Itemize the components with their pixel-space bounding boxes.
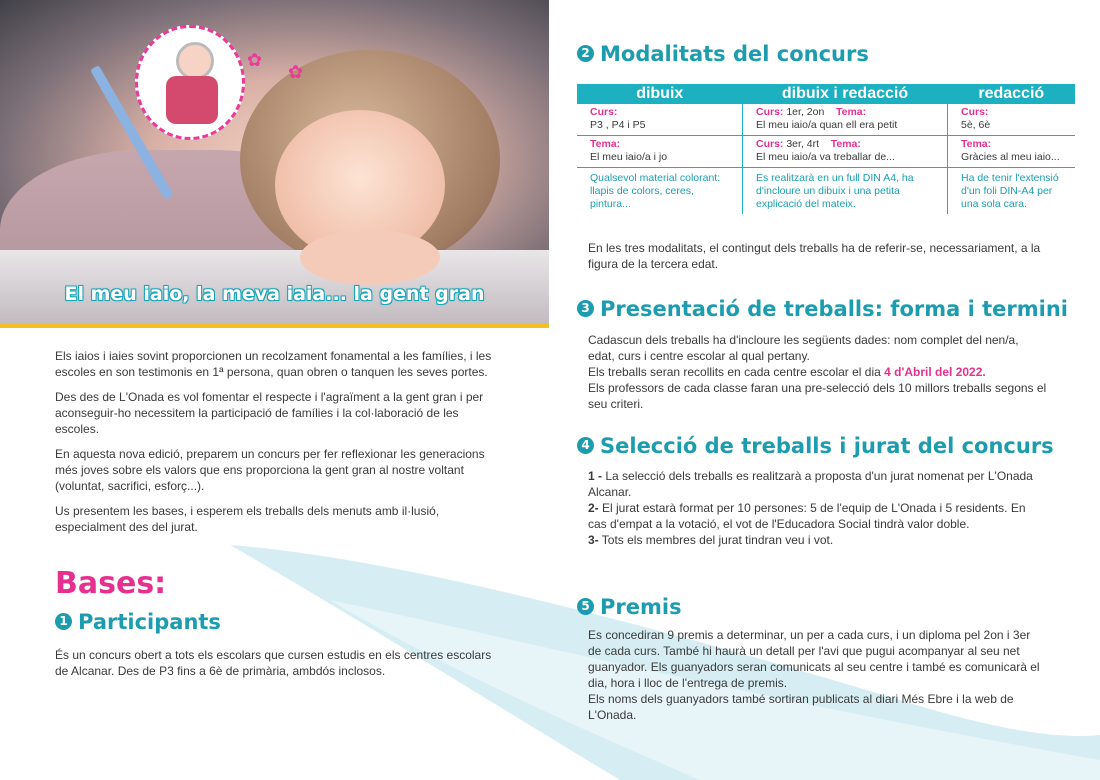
item-text: El jurat estarà format per 10 persones: 5 de l'equip de L'Onada i 5 residents. En cas d'empat a la votació, el vot de l'Educadora Social tindrà valor doble. — [588, 501, 1026, 531]
section-title-text: Participants — [78, 610, 221, 634]
participants-text: És un concurs obert a tots els escolars que cursen estudis en els centres escolars de Alcanar. Des de P3 fins a 6è de primària, ambdós inclosos. — [55, 648, 492, 678]
deadline-date: 4 d'Abril del 2022. — [884, 365, 986, 379]
table-cell — [577, 104, 743, 136]
granny-icon — [176, 42, 214, 80]
seleccio-text — [588, 468, 1043, 548]
table-cell: Qualsevol material colorant: llapis de colors, ceres, pintura... — [590, 172, 721, 210]
section-title-text: Modalitats del concurs — [600, 42, 869, 66]
premis-paragraph: Els noms dels guanyadors també sortiran publicats al diari Més Ebre i la web de L'Onada. — [588, 692, 1014, 722]
intro-paragraph: Des des de L'Onada es vol fomentar el respecte i l'agraïment a la gent gran i per aconseguir-ho necessitem la participació de famílies i la col·laboració de les escoles. — [55, 390, 484, 436]
photo-hand — [300, 230, 440, 285]
table-header: redacció — [948, 84, 1076, 104]
item-text: Tots els membres del jurat tindran veu i vot. — [598, 533, 834, 547]
seleccio-item — [588, 532, 1043, 548]
tema-label: Tema: — [590, 138, 621, 150]
section-number-icon: 4 — [577, 437, 594, 454]
table-row — [577, 104, 1075, 136]
tema-label: Tema: — [835, 106, 867, 118]
hero-photo — [0, 0, 549, 323]
item-number: 2- — [588, 501, 599, 515]
cell-value: P3 , P4 i P5 — [590, 119, 646, 131]
tema-label: Tema: — [961, 138, 992, 150]
flower-icon: ✿ — [288, 62, 304, 82]
tema-label: Tema: — [830, 138, 861, 150]
section-title-seleccio — [577, 434, 1054, 458]
curs-value: 1er, 2on — [786, 106, 825, 118]
table-cell — [743, 136, 948, 168]
modalitats-table — [577, 84, 1075, 214]
table-cell: Es realitzarà en un full DIN A4, ha d'incloure un dibuix i una petita explicació del mateix. — [743, 168, 948, 215]
curs-label: Curs: — [590, 106, 618, 118]
presentacio-line — [588, 364, 1048, 380]
table-row — [577, 168, 1075, 215]
table-cell — [948, 136, 1076, 168]
cell-value: El meu iaio/a va treballar de... — [756, 151, 895, 163]
presentacio-text — [588, 332, 1048, 412]
section-title-text: Selecció de treballs i jurat del concurs — [600, 434, 1054, 458]
section-title-text: Premis — [600, 595, 682, 619]
bases-title: Bases: — [55, 566, 167, 601]
cell-value: El meu iaio/a i jo — [590, 151, 668, 163]
cell-value: El meu iaio/a quan ell era petit — [756, 119, 898, 131]
section-title-participants — [55, 610, 221, 634]
section-title-premis — [577, 595, 682, 619]
curs-label: Curs: — [961, 106, 989, 118]
cell-value: Gràcies al meu iaio... — [961, 151, 1060, 163]
seleccio-item — [588, 500, 1043, 532]
intro-paragraph: Us presentem les bases, i esperem els treballs dels menuts amb il·lusió, especialment des del jurat. — [55, 504, 440, 534]
section-number-icon: 5 — [577, 598, 594, 615]
photo-title: El meu iaio, la meva iaia... la gent gran — [64, 283, 485, 305]
table-cell — [577, 136, 743, 168]
table-header: dibuix — [577, 84, 743, 104]
table-cell — [948, 104, 1076, 136]
table-cell: Ha de tenir l'extensió d'un foli DIN-A4 per una sola cara. — [948, 168, 1076, 215]
table-cell — [743, 104, 948, 136]
yellow-divider — [0, 323, 549, 328]
table-header: dibuix i redacció — [743, 84, 948, 104]
grandparent-illustration — [135, 25, 245, 140]
cell-value: 5è, 6è — [961, 119, 991, 131]
table-row — [577, 136, 1075, 168]
modalitats-note: En les tres modalitats, el contingut dels treballs ha de referir-se, necessariament, a la figura de la tercera edat. — [588, 241, 1041, 271]
item-text: La selecció dels treballs es realitzarà a proposta d'un jurat nomenat per L'Onada Alcanar. — [588, 469, 1033, 499]
presentacio-date-prefix: Els treballs seran recollits en cada centre escolar el dia — [588, 365, 885, 379]
table-header-row — [577, 84, 1075, 104]
curs-label: Curs: — [756, 138, 784, 150]
section-title-text: Presentació de treballs: forma i termini — [600, 297, 1068, 321]
intro-paragraph: En aquesta nova edició, preparem un concurs per fer reflexionar les generacions més joves sobre els valors que ens proporciona la gent gran al nostre voltant (voluntat, sacrifici, esforç...). — [55, 447, 485, 493]
wheelchair-icon — [166, 76, 218, 124]
section-title-presentacio — [577, 297, 1068, 321]
intro-text — [55, 348, 495, 544]
presentacio-line: Cadascun dels treballs ha d'incloure les següents dades: nom complet del nen/a, edat, curs i centre escolar al qual pertany. — [588, 333, 1019, 363]
curs-label: Curs: — [756, 106, 784, 118]
section-title-modalitats — [577, 42, 869, 66]
premis-text — [588, 627, 1043, 723]
presentacio-line: Els professors de cada classe faran una pre-selecció dels 10 millors treballs segons el seu criteri. — [588, 381, 1047, 411]
curs-value: 3er, 4rt — [786, 138, 820, 150]
item-number: 3- — [588, 533, 599, 547]
section-number-icon: 1 — [55, 613, 72, 630]
flower-icon: ✿ — [247, 50, 263, 70]
item-number: 1 - — [588, 469, 603, 483]
seleccio-item — [588, 468, 1043, 500]
section-number-icon: 3 — [577, 300, 594, 317]
section-number-icon: 2 — [577, 45, 594, 62]
premis-paragraph: Es concediran 9 premis a determinar, un per a cada curs, i un diploma pel 2on i 3er de cada curs. També hi haurà un detall per l'avi que pugui acompanyar al seu net guanyador. Els guanyadors seran comunicats al seu centre i també es comunicarà el dia, hora i lloc de l'entrega de premis. — [588, 628, 1040, 690]
intro-paragraph: Els iaios i iaies sovint proporcionen un recolzament fonamental a les famílies, i les escoles en son testimonis en 1ª persona, quan obren o tanquen les seves portes. — [55, 349, 492, 379]
